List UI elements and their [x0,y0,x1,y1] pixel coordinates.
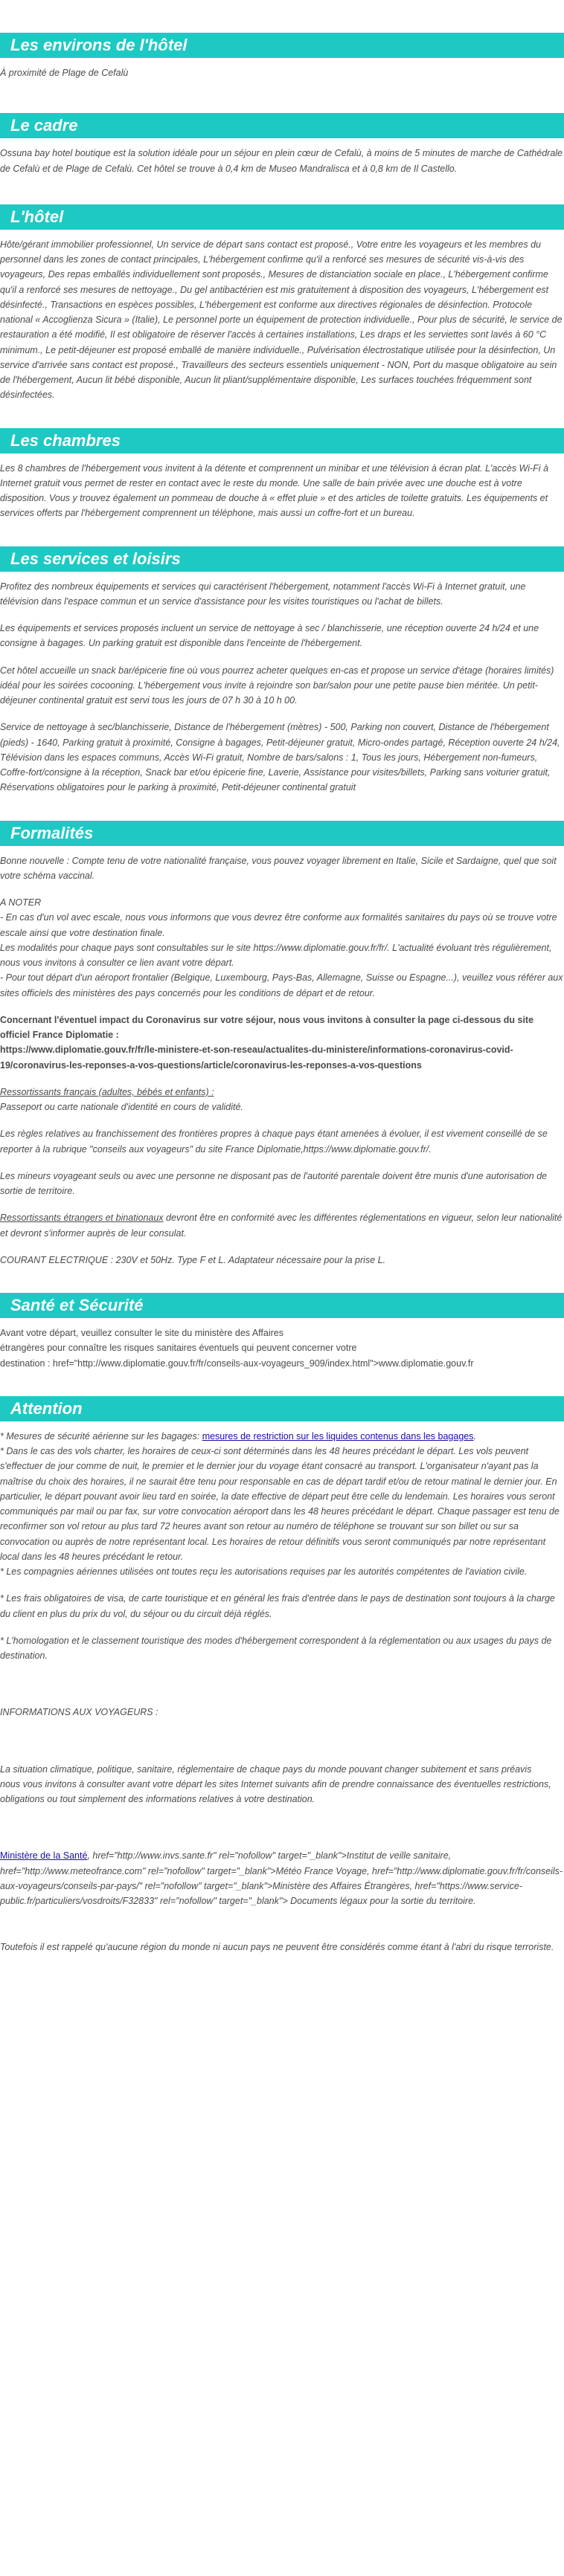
formalites-etrangers-heading: Ressortissants étrangers et binationaux [0,1213,164,1224]
formalites-text-6: Les mineurs voyageant seuls ou avec une personne ne disposant pas de l'autorité parentale doivent être munis d'une autorisation de sortie de territoire. [0,1170,548,1196]
section-title-environs: Les environs de l'hôtel [0,33,564,58]
section-cadre [0,113,564,176]
attention-terrorism-text: Toutefois il est rappelé qu'aucune région du monde ni aucun pays ne peuvent être considérés comme étant à l'abri du risque terroriste. [0,1942,554,1953]
section-services [0,546,564,795]
section-attention [0,1396,564,1955]
attention-bagages-suffix: . [473,1430,476,1442]
attention-bagages-prefix: * Mesures de sécurité aérienne sur les bagages: [0,1430,202,1442]
section-title-sante: Santé et Sécurité [0,1293,564,1318]
attention-homologation-text: * L'homologation et le classement touristique des modes d'hébergement correspondent à la réglementation ou aux usages du pays de destination. [0,1635,552,1661]
attention-info-voyageurs-heading: INFORMATIONS AUX VOYAGEURS : [0,1707,158,1718]
services-text-3: Cet hôtel accueille un snack bar/épicerie fine où vous pourrez acheter quelques en-cas et propose un service d'étage (horaires limités) idéal pour les soirées cocooning. L'hébergement vous invite à rejoindre son bar/salon pour une petite pause bien méritée. Un petit-déjeuner continental gratuit est servi tous les jours de 07 h 30 à 10 h 00. [0,665,554,706]
section-title-services: Les services et loisirs [0,546,564,572]
spacer [0,1732,564,1762]
section-environs [0,33,564,80]
formalites-ressortissants-heading: Ressortissants français (adultes, bébés et enfants) : [0,1086,214,1097]
section-hotel [0,204,564,403]
formalites-text-2: A NOTER - En cas d'un vol avec escale, nous vous informons que vous devrez être conforme aux formalités sanitaires du pays où se trouve votre escale ainsi que votre destination finale. Les modalités pour chaque pays sont consultables sur le site https://www.diplomatie.gouv.fr/fr/. L'actualité évoluant très régulièrement, nous vous invitons à consulter ce lien avant votre départ. - Pour tout départ d'un aéroport frontalier (Belgique, Luxembourg, Pays-Bas, Allemagne, Suisse ou Espagne...), veuillez vous référer aux sites officiels des ministères des pays concernés pour les conditions de départ et de retour. [0,897,563,998]
section-title-cadre: Le cadre [0,113,564,138]
section-formalites [0,821,564,1268]
spacer [0,1818,564,1848]
cadre-text: Ossuna bay hotel boutique est la solution idéale pour un séjour en plein cœur de Cefalù, à moins de 5 minutes de marche de Cathédrale de Cefalù et de Plage de Cefalù. Cet hôtel se trouve à 0,4 km de Museo Mandralisca et à 0,8 km de Il Castello. [0,148,563,174]
formalites-coronavirus-text: Concernant l'éventuel impact du Coronavirus sur votre séjour, nous vous invitons à consulter la page ci-dessous du site officiel France Diplomatie : https://www.diplomatie.gouv.fr/fr/le-ministere-et-son-reseau/actualites-du-ministere/informations-coronavirus-covid-19/coronavirus-les-reponses-a-vos-questions/article/coronavirus-les-reponses-a-vos-questions [0,1014,534,1071]
ministere-sante-link[interactable]: Ministère de la Santé [0,1850,88,1862]
attention-situation-text: La situation climatique, politique, sanitaire, réglementaire de chaque pays du monde pouvant changer subitement et sans préavis nous vous invitons à consulter avant votre départ les sites Internet suivants afin de prendre connaissance des éventuelles restrictions, obligations ou tout simplement des informations relatives à votre destination. [0,1763,551,1804]
formalites-text-5: Les règles relatives au franchissement des frontières propres à chaque pays étant amenées à évoluer, il est vivement conseillé de se reporter à la rubrique "conseils aux voyageurs" du site France Diplomatie,https://www.diplomatie.gouv.fr/. [0,1129,548,1155]
section-title-attention: Attention [0,1396,564,1421]
services-text-4: Service de nettoyage à sec/blanchisserie, Distance de l'hébergement (mètres) - 500, Parking non couvert, Distance de l'hébergement (pieds) - 1640, Parking gratuit à proximité, Consigne à bagages, Petit-déjeuner gratuit, Micro-ondes partagé, Réception ouverte 24 h/24, Télévision dans les espaces communs, Accès Wi-Fi gratuit, Nombre de bars/salons : 1, Tous les jours, Hébergement non-fumeurs, Coffre-fort/consigne à la réception, Snack bar et/ou épicerie fine, Laverie, Assistance pour visites/billets, Parking sans voiturier gratuit, Réservations obligatoires pour le parking à proximité, Petit-déjeuner continental gratuit [0,722,560,793]
formalites-etrangers-text [0,1210,564,1241]
attention-charter-text: * Dans le cas des vols charter, les horaires de ceux-ci sont déterminés dans les 48 heures précédant le départ. Les vols peuvent s'effectuer de jour comme de nuit, le premier et le dernier jour du voyage étant consacré au transport. L'organisateur n'ayant pas la maîtrise du choix des horaires, il ne saurait être tenu pour responsable en cas de départ tardif et/ou de retour matinal le dernier jour. En particulier, le départ pouvant avoir lieu tard en soirée, la date effective de départ peut être celle du lendemain. Les horaires vous seront communiqués par mail ou par fax, sur votre convocation aéroport dans les 48 heures précédant le départ. Chaque passager est tenu de reconfirmer son vol retour au plus tard 72 heures avant son retour au numéro de téléphone se trouvant sur son billet ou sur sa convocation ou auprès de notre représentant local. Les horaires de retour définitifs vous seront communiqués par notre représentant local dans les 48 heures précédant le retour. * Les compagnies aériennes utilisées ont toutes reçu les autorisations requises par les autorités compétentes de l'aviation civile. [0,1446,560,1577]
sante-text: Avant votre départ, veuillez consulter le site du ministère des Affaires étrangères pour connaître les risques sanitaires éventuels qui peuvent concerner votre destination : href="http://www.diplomatie.gouv.fr/fr/conseils-aux-voyageurs_909/index.html">www.diplomatie.gouv.fr [0,1328,474,1369]
formalites-etrangers-body: devront être en conformité avec les différentes réglementations en vigueur, selon leur nationalité et devront s'informer auprès de leur consulat. [0,1213,563,1239]
services-text-1: Profitez des nombreux équipements et services qui caractérisent l'hébergement, notamment l'accès Wi-Fi à Internet gratuit, une télévision dans l'espace commun et un service d'assistance pour les visites touristiques ou l'achat de billets. [0,581,526,607]
spacer [0,1920,564,1940]
spacer [0,1675,564,1705]
attention-visa-text: * Les frais obligatoires de visa, de carte touristique et en général les frais d'entrée dans le pays de destination sont toujours à la charge du client en plus du prix du vol, du séjour ou du circuit déjà réglés. [0,1593,555,1619]
formalites-electricity-text: COURANT ELECTRIQUE : 230V et 50Hz. Type F et L. Adaptateur nécessaire pour la prise L. [0,1254,386,1265]
services-text-2: Les équipements et services proposés incluent un service de nettoyage à sec / blanchisserie, une réception ouverte 24 h/24 et une consigne à bagages. Un parking gratuit est disponible dans l'enceinte de l'hébergement. [0,623,539,649]
hotel-text: Hôte/gérant immobilier professionnel, Un service de départ sans contact est proposé., Votre entre les voyageurs et les membres du personnel dans les zones de contact principales, L'hébergement confirme qu'il a renforcé ses mesures de sécurité vis-à-vis des voyageurs, Des repas emballés individuellement sont proposés., Mesures de distanciation sociale en place., L'hébergement confirme qu'il a renforcé ses mesures de nettoyage., Du gel antibactérien est mis gratuitement à disposition des voyageurs, L'hébergement est désinfecté., Transactions en espèces possibles, L'hébergement est conforme aux directives régionales de désinfection. Protocole national « Accoglienza Sicura » (Italie), Le personnel porte un équipement de protection individuelle., Pour plus de sécurité, le service de restauration a été modifié, Il est obligatoire de réserver l'accès à certaines installations, Les draps et les serviettes sont lavés à 60 °C minimum., Le petit-déjeuner est proposé emballé de manière individuelle., Pulvérisation électrostatique utilisée pour la désinfection, Un service d'arrivée sans contact est proposé., Travailleurs des secteurs essentiels uniquement - NON, Port du masque obligatoire au sein de l'hébergement, Aucun lit bébé disponible, Aucun lit pliant/supplémentaire disponible, Les surfaces touchées fréquemment sont désinfectées. [0,239,563,401]
environs-text: À proximité de Plage de Cefalù [0,68,129,78]
attention-links-text [0,1848,564,1908]
section-sante [0,1293,564,1371]
attention-bagages-text [0,1429,564,1444]
chambres-text: Les 8 chambres de l'hébergement vous invitent à la détente et comprennent un minibar et une télévision à écran plat. L'accès Wi-Fi à Internet gratuit vous permet de rester en contact avec le reste du monde. Une salle de bain privée avec une douche est à votre disposition. Vous y trouvez également un pommeau de douche à « effet pluie » et des articles de toilette gratuits. Les équipements et services offerts par l'hébergement comprennent un téléphone, mais aussi un coffre-fort et un bureau. [0,462,549,519]
formalites-ressortissants-body: Passeport ou carte nationale d'identité en cours de validité. [0,1102,243,1112]
attention-links-rest: , href="http://www.invs.sante.fr" rel="nofollow" target="_blank">Institut de veille sanitaire, href="http://www.meteofrance.com" rel="nofollow" target="_blank">Météo France Voyage, href="http://www.diplomatie.gouv.fr/fr/conseils-aux-voyageurs/conseils-par-pays/" rel="nofollow" target="_blank">Ministère des Affaires Étrangères, href="https://www.service-public.fr/particuliers/vosdroits/F32833" rel="nofollow" target="_blank"> Documents légaux pour la sortie du territoire. [0,1850,563,1906]
liquids-restriction-link[interactable]: mesures de restriction sur les liquides contenus dans les bagages [202,1430,474,1442]
section-title-chambres: Les chambres [0,428,564,453]
section-title-formalites: Formalités [0,821,564,846]
section-chambres [0,428,564,521]
section-title-hotel: L'hôtel [0,204,564,230]
formalites-text-1: Bonne nouvelle : Compte tenu de votre nationalité française, vous pouvez voyager librement en Italie, Sicile et Sardaigne, quel que soit votre schéma vaccinal. [0,855,557,881]
hotel-description-page [0,33,564,1988]
